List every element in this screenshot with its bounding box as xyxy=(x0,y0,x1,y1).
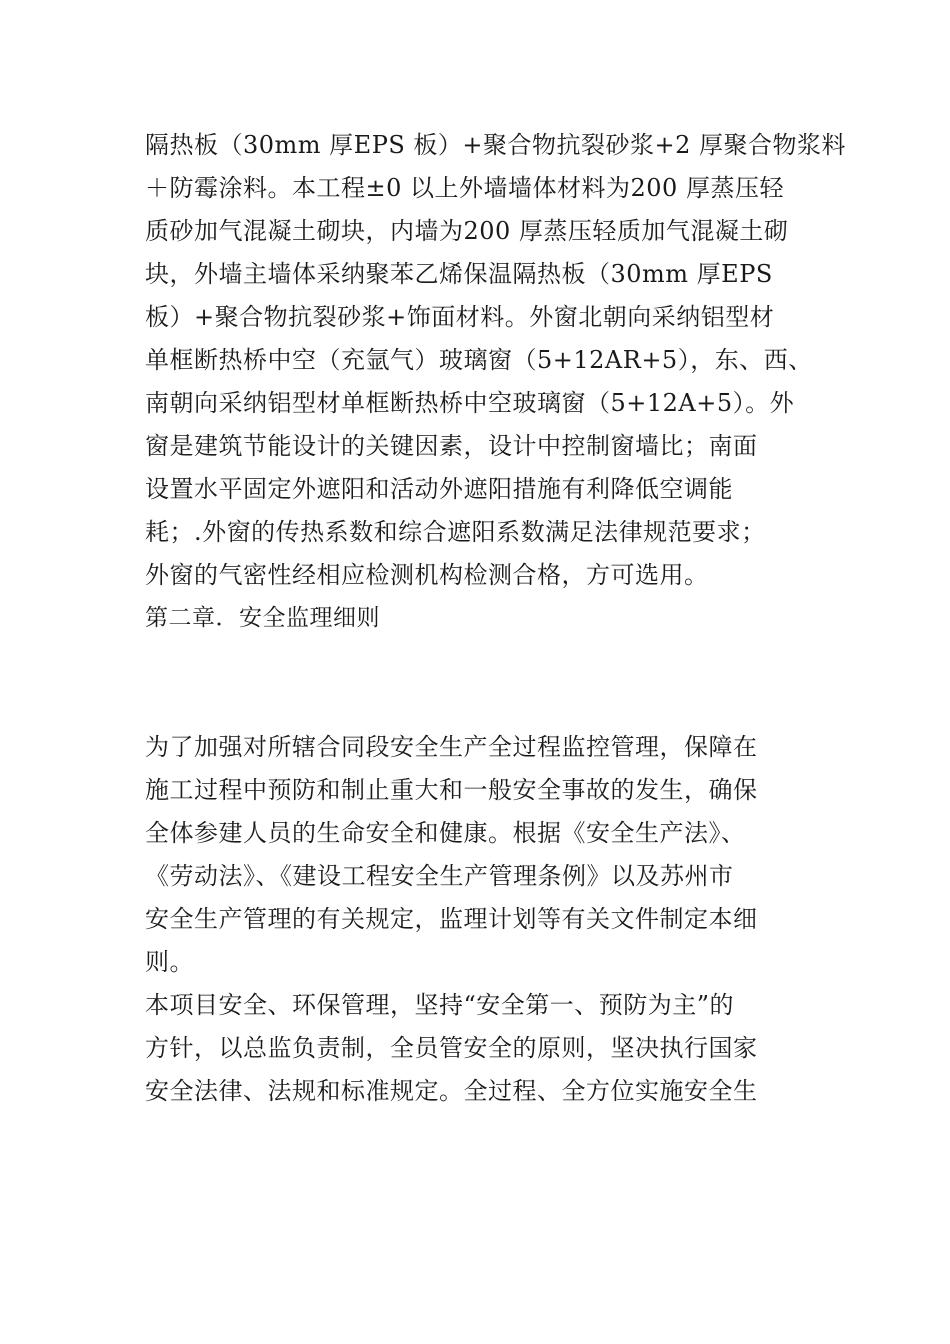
text-line: 南朝向采纳铝型材单框断热桥中空玻璃窗（5+12A+5）。外 xyxy=(145,389,795,417)
paragraph-safety-policy xyxy=(145,984,815,1113)
text-line: 块，外墙主墙体采纳聚苯乙烯保温隔热板（30mm 厚EPS xyxy=(145,260,773,288)
text-line: 质砂加气混凝土砌块，内墙为200 厚蒸压轻质加气混凝土砌 xyxy=(145,217,789,245)
text-line: 则。 xyxy=(145,948,194,976)
paragraph-safety-purpose xyxy=(145,726,815,984)
text-line: 施工过程中预防和制止重大和一般安全事故的发生，确保 xyxy=(145,776,758,804)
text-line: 方针，以总监负责制，全员管安全的原则，坚决执行国家 xyxy=(145,1034,758,1062)
text-line: 外窗的气密性经相应检测机构检测合格，方可选用。 xyxy=(145,561,709,589)
text-line: 全体参建人员的生命安全和健康。根据《安全生产法》、 xyxy=(145,819,746,847)
text-line: 设置水平固定外遮阳和活动外遮阳措施有利降低空调能 xyxy=(145,475,733,503)
text-line: 安全生产管理的有关规定，监理计划等有关文件制定本细 xyxy=(145,905,758,933)
text-line: 单框断热桥中空（充氩气）玻璃窗（5+12AR+5），东、西、 xyxy=(145,346,813,374)
text-line: 为了加强对所辖合同段安全生产全过程监控管理，保障在 xyxy=(145,733,758,761)
text-line: 安全法律、法规和标准规定。全过程、全方位实施安全生 xyxy=(145,1077,758,1105)
text-line: 窗是建筑节能设计的关键因素，设计中控制窗墙比；南面 xyxy=(145,432,758,460)
text-line: 耗；.外窗的传热系数和综合遮阳系数满足法律规范要求； xyxy=(145,518,766,546)
text-line: 隔热板（30mm 厚EPS 板）+聚合物抗裂砂浆+2 厚聚合物浆料 xyxy=(145,131,847,159)
text-line: 板）+聚合物抗裂砂浆+饰面材料。外窗北朝向采纳铝型材 xyxy=(145,303,775,331)
text-line: 本项目安全、环保管理，坚持“安全第一、预防为主”的 xyxy=(145,991,735,1019)
section-spacer xyxy=(145,640,815,726)
chapter-heading: 第二章．安全监理细则 xyxy=(145,605,380,631)
document-page xyxy=(145,124,847,1113)
text-line: 《劳动法》、《建设工程安全生产管理条例》以及苏州市 xyxy=(145,862,734,890)
text-line: ＋防霉涂料。本工程±0 以上外墙墙体材料为200 厚蒸压轻 xyxy=(145,174,784,202)
paragraph-exterior-wall-spec xyxy=(145,124,847,597)
